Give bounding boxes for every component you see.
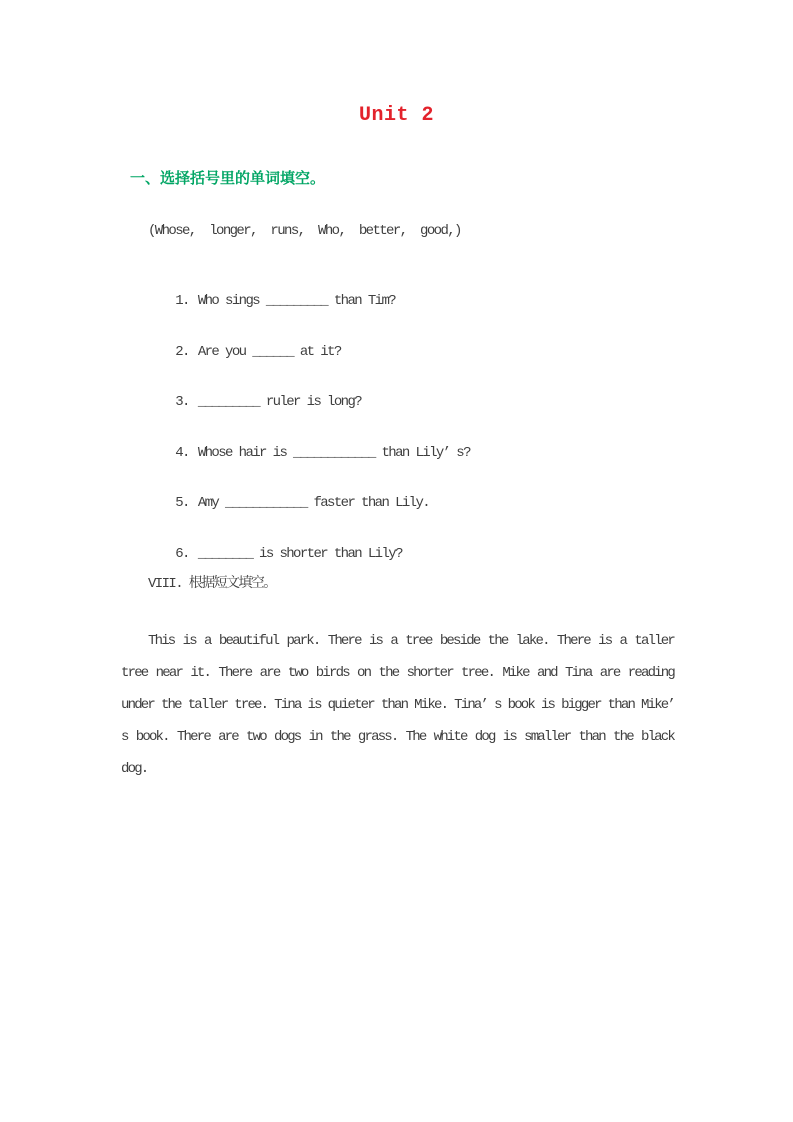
question-number: 5. (175, 495, 189, 511)
document-title: Unit 2 (358, 104, 434, 127)
question-text: ________ is shorter than Lily? (197, 546, 402, 562)
passage-line: under the taller tree. Tina is quieter than Mike. Tina’ s book is bigger than Mike’ (121, 697, 674, 713)
question-text: Whose hair is ____________ than Lily’ s? (197, 445, 470, 461)
question-number: 2. (175, 344, 189, 360)
question-number: 1. (175, 293, 189, 309)
section2-heading: VIII. 根据短文填空。 (148, 576, 276, 592)
question-text: Amy ____________ faster than Lily. (197, 495, 430, 511)
section1-heading: 一、选择括号里的单词填空。 (130, 171, 326, 188)
question-number: 6. (175, 546, 189, 562)
question-number: 3. (175, 394, 189, 410)
reading-passage (121, 625, 674, 785)
passage-line: This is a beautiful park. There is a tree beside the lake. There is a taller (148, 633, 674, 649)
passage-line: tree near it. There are two birds on the shorter tree. Mike and Tina are reading (121, 665, 674, 681)
question-number: 4. (175, 445, 189, 461)
passage-line: s book. There are two dogs in the grass. The white dog is smaller than the black (121, 729, 674, 745)
passage-line: dog. (121, 761, 148, 777)
question-text: Are you ______ at it? (197, 344, 341, 360)
question-text: Who sings _________ than Tim? (197, 293, 396, 309)
question-text: _________ ruler is long? (197, 394, 362, 410)
word-bank: (Whose, longer, runs, Who, better, good,) (148, 223, 461, 239)
